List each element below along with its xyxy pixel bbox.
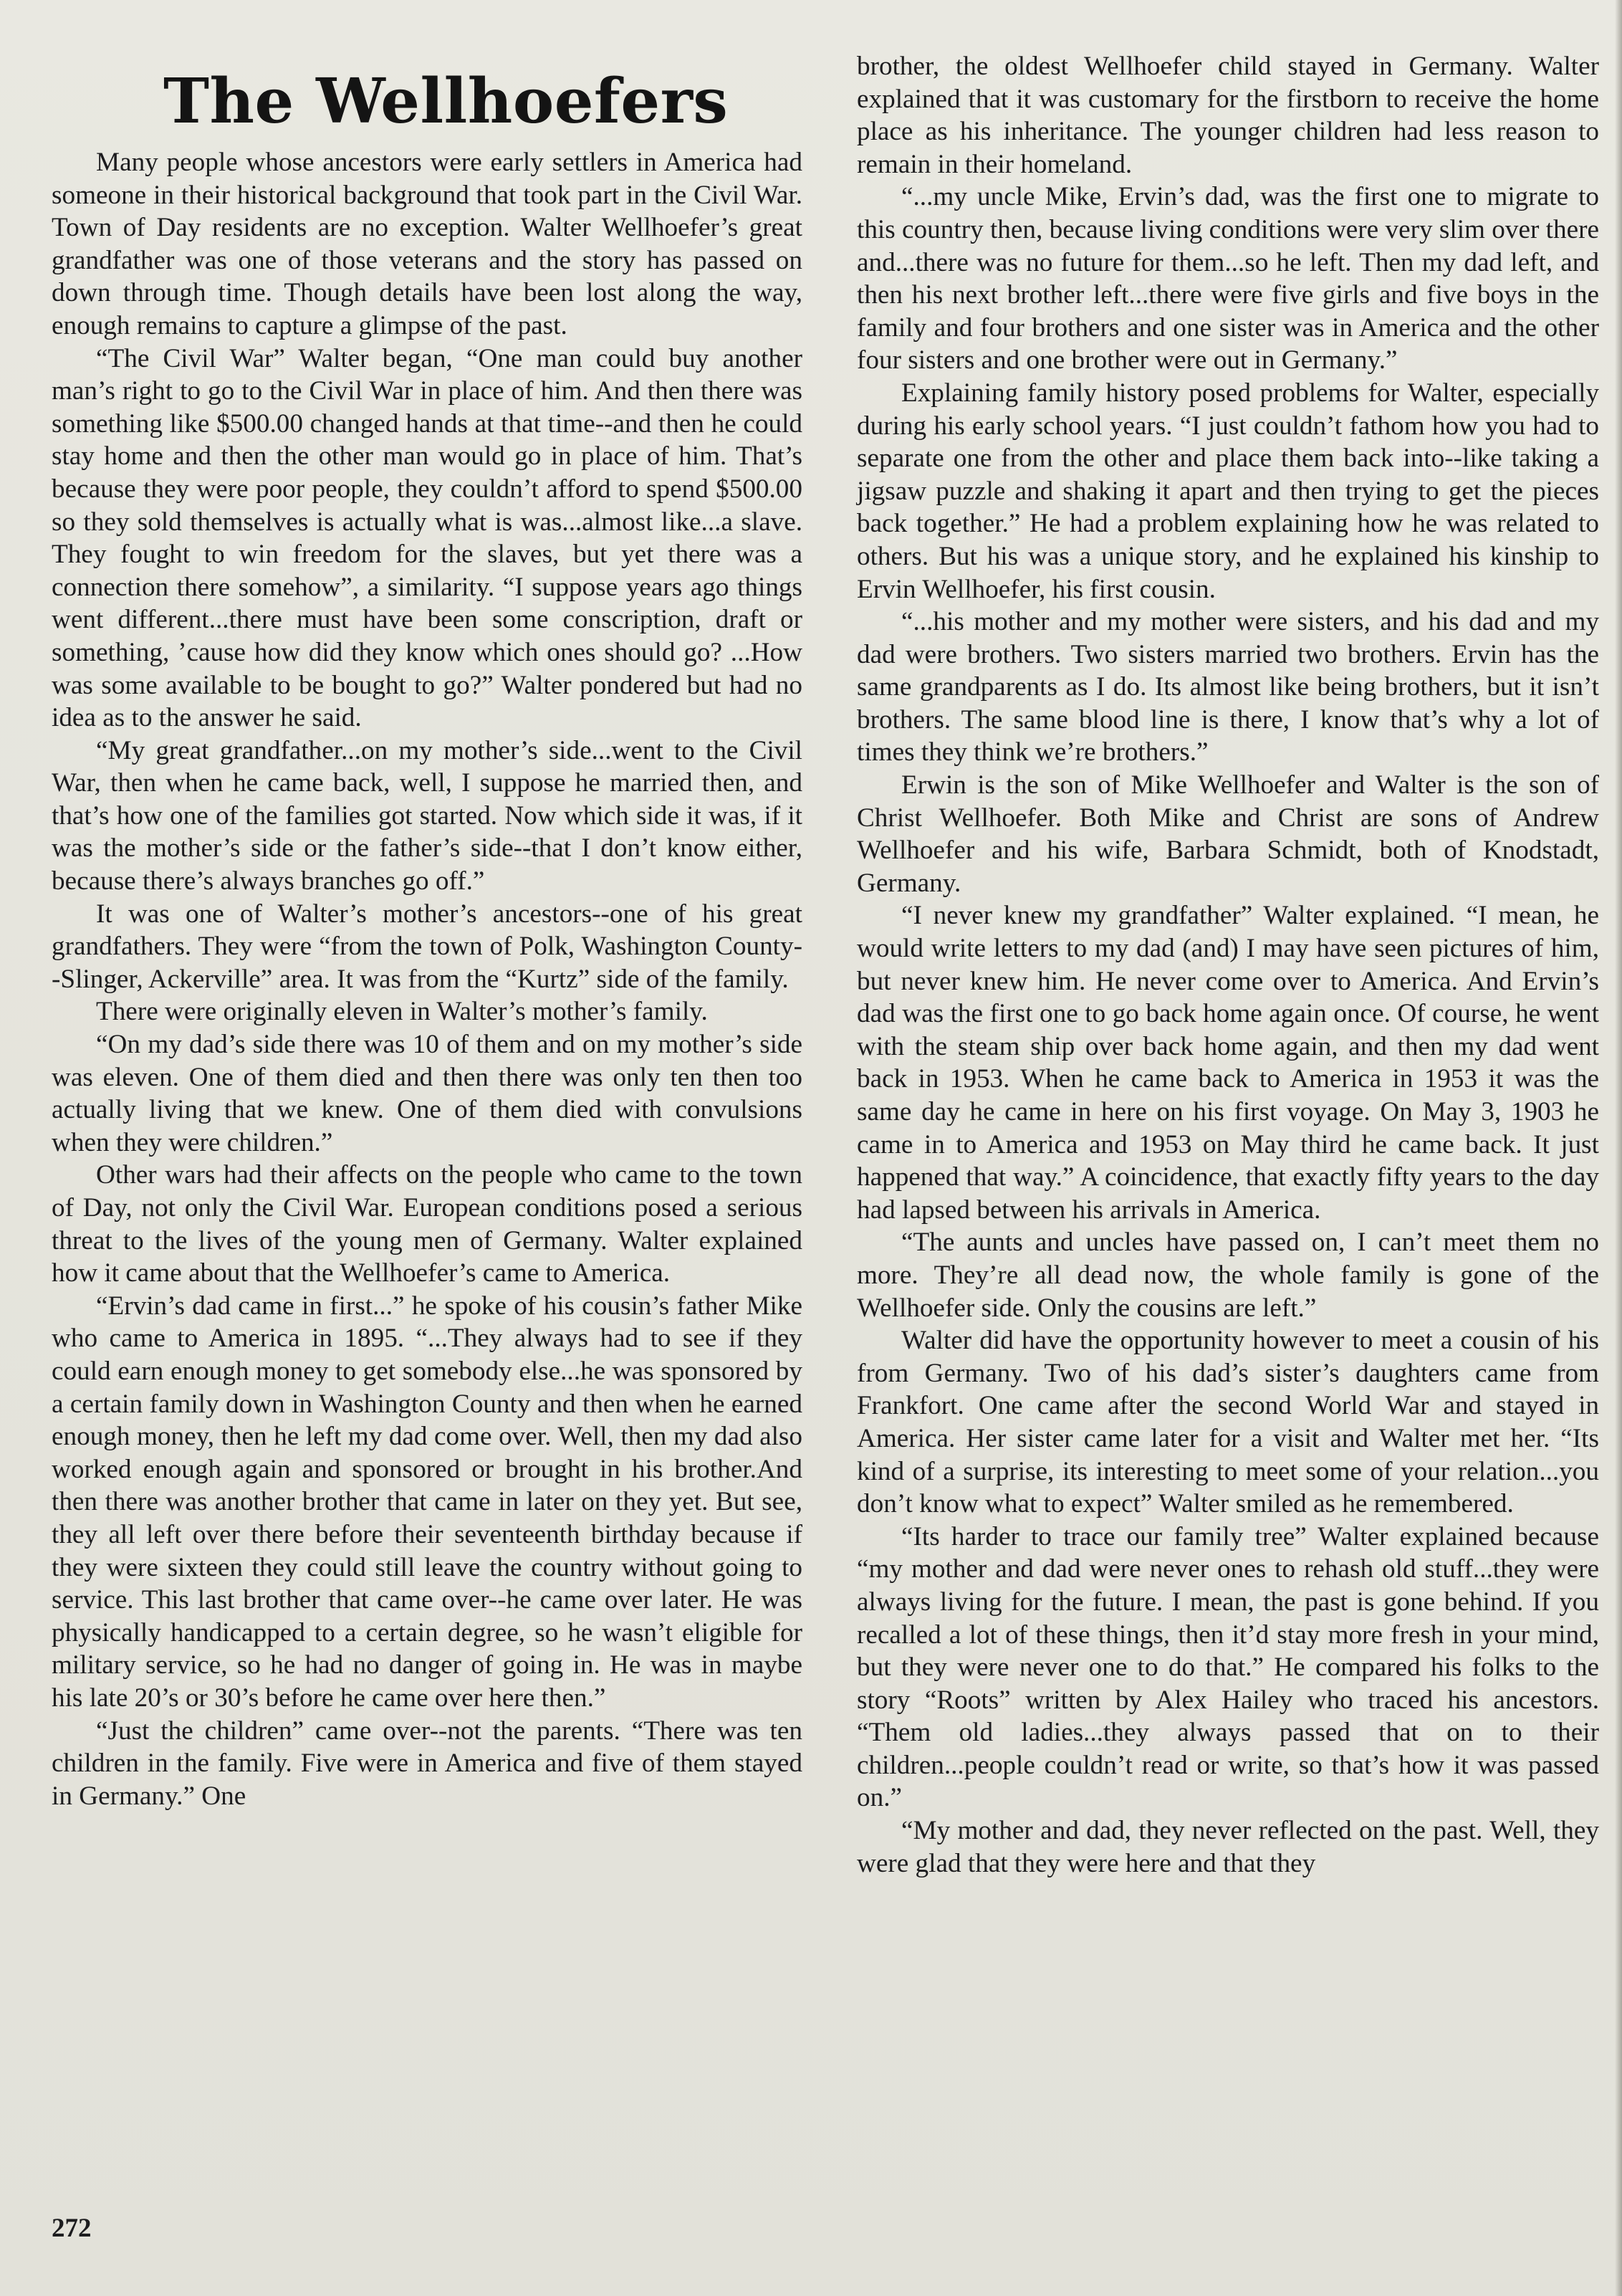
paragraph: “On my dad’s side there was 10 of them and on my mother’s side was eleven. One of them died and then there was only ten then too actually living that we knew. One of them died with convulsions when they were children.”: [52, 1030, 802, 1157]
paragraph: Many people whose ancestors were early settlers in America had someone in their historical background that took part in the Civil War. Town of Day residents are no exception. Walter Wellhoefer’s great grandfather was one of those veterans and the story has passed on down through time. Though details have been lost along the way, enough remains to capture a glimpse of the past.: [52, 148, 802, 340]
paragraph: There were originally eleven in Walter’s mother’s family.: [96, 997, 708, 1027]
paragraph: Walter did have the opportunity however to meet a cousin of his from Germany. Two of his dad’s sister’s daughters came from Frankfort. One came after the second World War and stayed in America. Her sister came later for a visit and Walter met her. “Its kind of a surprise, its interesting to meet some of your relation...you don’t know what to expect” Walter smiled as he remembered.: [857, 1326, 1599, 1519]
paragraph: “Ervin’s dad came in first...” he spoke of his cousin’s father Mike who came to America in 1895. “...They always had to see if they could earn enough money to get somebody else...he was sponsored by a certain family down in Washington County and then when he earned enough money, then he left my dad come over. Well, then my dad also worked enough again and sponsored or brought in his brother.And then there was another brother that came in later on they yet. But see, they all left over there before their seventeenth birthday because if they were sixteen they could still leave the country without going to service. This last brother that came over--he came over later. He was physically handicapped to a certain degree, so he wasn’t eligible for military service, so he had no danger of going in. He was in maybe his late 20’s or 30’s before he came over here then.”: [52, 1291, 802, 1713]
left-column: [52, 47, 802, 1812]
page-number: 272: [52, 2214, 92, 2243]
paragraph: “...my uncle Mike, Ervin’s dad, was the first one to migrate to this country then, because living conditions were very slim over there and...there was no future for them...so he left. Then my dad left, and then his next brother left...there were five girls and five boys in the family and four brothers and one sister was in America and the other four sisters and one brother were out in Germany.”: [857, 182, 1599, 376]
paragraph: “My mother and dad, they never reflected on the past. Well, they were glad that they were here and that they: [857, 1816, 1599, 1878]
paragraph: “...his mother and my mother were sisters, and his dad and my dad were brothers. Two sisters married two brothers. Ervin has the same grandparents as I do. Its almost like being brothers, but it isn’t brothers. The same blood line is there, I know that’s why a lot of times they think we’re brothers.”: [857, 607, 1599, 767]
paragraph: “The Civil War” Walter began, “One man could buy another man’s right to go to the Civil War in place of him. And then there was something like $500.00 changed hands at that time--and then he could stay home and then the other man would go in place of him. That’s because they were poor people, they couldn’t afford to spend $500.00 so they sold themselves is actually what is was...almost like...a slave. They fought to win freedom for the slaves, but yet there was a connection there somehow”, a similarity. “I suppose years ago things went different...there must have been some conscription, draft or something, ’cause how did they know which ones should go? ...How was some available to be bought to go?” Walter pondered but had no idea as to the answer he said.: [52, 343, 802, 733]
paragraph: It was one of Walter’s mother’s ancestors--one of his great grandfathers. They were “from the town of Polk, Washington County--Slinger, Ackerville” area. It was from the “Kurtz” side of the family.: [52, 899, 802, 994]
right-column: [857, 50, 1599, 1880]
paragraph: “My great grandfather...on my mother’s side...went to the Civil War, then when he came back, well, I suppose he married then, and that’s how one of the families got started. Now which side it was, if it was the mother’s side or the father’s side--that I don’t know either, because there’s always branches go off.”: [52, 735, 802, 896]
article-title: The Wellhoefers: [163, 65, 729, 138]
page-edge-shadow: [1615, 0, 1622, 2296]
paragraph: “Just the children” came over--not the parents. “There was ten children in the family. Five were in America and five of them stayed in Germany.” One: [52, 1716, 802, 1811]
paragraph: “The aunts and uncles have passed on, I can’t meet them no more. They’re all dead now, the whole family is gone of the Wellhoefer side. Only the cousins are left.”: [857, 1228, 1599, 1323]
paragraph-continued: brother, the oldest Wellhoefer child stayed in Germany. Walter explained that it was customary for the firstborn to receive the home place as his inheritance. The younger children had less reason to remain in their homeland.: [857, 52, 1599, 179]
paragraph: Erwin is the son of Mike Wellhoefer and Walter is the son of Christ Wellhoefer. Both Mike and Christ are sons of Andrew Wellhoefer and his wife, Barbara Schmidt, both of Knodstadt, Germany.: [857, 770, 1599, 898]
paragraph: “Its harder to trace our family tree” Walter explained because “my mother and dad were never ones to rehash old stuff...they were always living for the future. I mean, the past is gone behind. If you recalled a lot of these things, then it’d stay more fresh in your mind, but they were never one to do that.” He compared his folks to the story “Roots” written by Alex Hailey who traced his ancestors. “Them old ladies...they always passed that on to their children...people couldn’t read or write, so that’s how it was passed on.”: [857, 1521, 1599, 1813]
paragraph: Other wars had their affects on the people who came to the town of Day, not only the Civil War. European conditions posed a serious threat to the lives of the young men of Germany. Walter explained how it came about that the Wellhoefer’s came to America.: [52, 1160, 802, 1288]
paragraph: Explaining family history posed problems for Walter, especially during his early school years. “I just couldn’t fathom how you had to separate one from the other and place them back into--like taking a jigsaw puzzle and shaking it apart and then trying to get the pieces back together.” He had a problem explaining how he was related to others. But his was a unique story, and he explained his kinship to Ervin Wellhoefer, his first cousin.: [857, 378, 1599, 604]
paragraph: “I never knew my grandfather” Walter explained. “I mean, he would write letters to my dad (and) I may have seen pictures of him, but never knew him. He never come over to America. And Ervin’s dad was the first one to go back home again once. Of course, he went with the steam ship over back home again, and then my dad went back in 1953. When he came back to America in 1953 it was the same day he came in here on his first voyage. On May 3, 1903 he came in to America and 1953 on May third he came back. It just happened that way.” A coincidence, that exactly fifty years to the day had lapsed between his arrivals in America.: [857, 901, 1599, 1225]
